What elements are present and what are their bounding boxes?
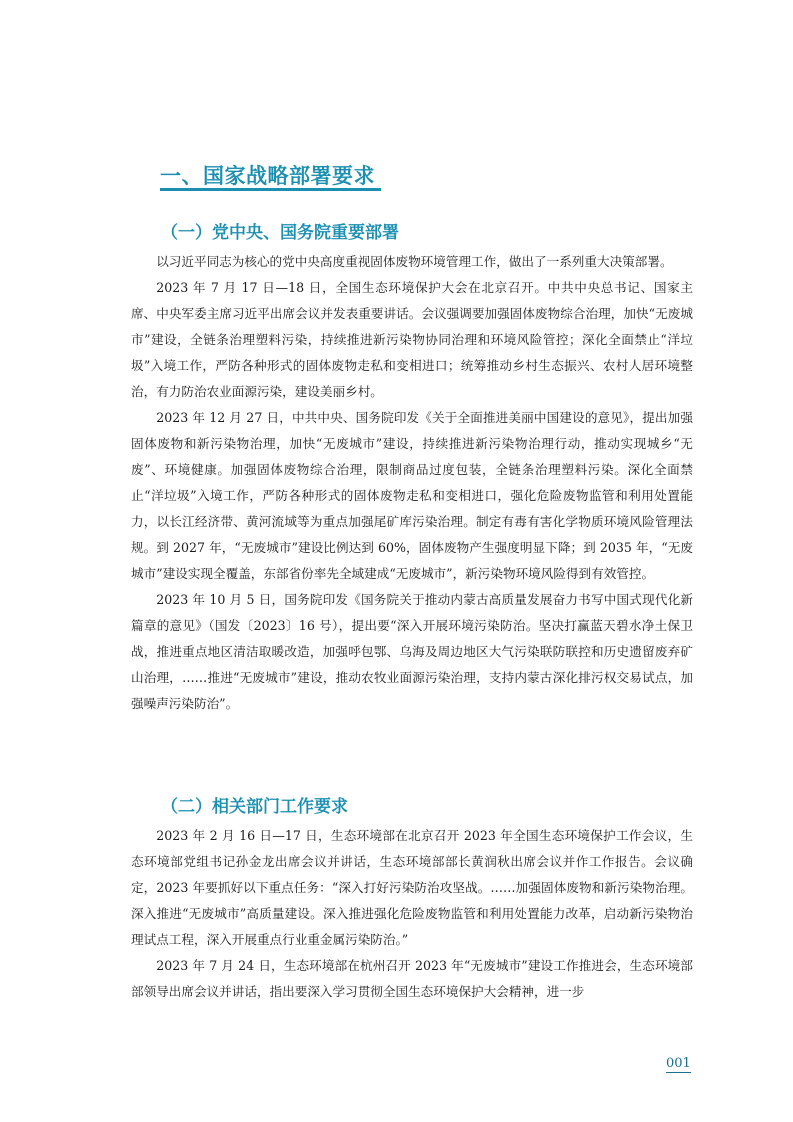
- paragraph: 以习近平同志为核心的党中央高度重视固体废物环境管理工作，做出了一系列重大决策部署。: [156, 254, 673, 269]
- subsection-heading-2: （二）相关部门工作要求: [161, 797, 348, 817]
- section-title-underline: [160, 188, 381, 191]
- paragraph: 2023 年 7 月 24 日，生态环境部在杭州召开 2023 年“无废城市”建设工作推进会，生态环境部部领导出席会议并讲话，指出要深入学习贯彻全国生态环境保护大会精神，进一步: [131, 958, 693, 999]
- paragraph: 2023 年 2 月 16 日—17 日，生态环境部在北京召开 2023 年全国生态环境保护工作会议，生态环境部党组书记孙金龙出席会议并讲话，生态环境部部长黄润秋出席会议并作工作报告。会议确定，2023 年要抓好以下重点任务：“深入打好污染防治攻坚战。……加强固体废物和新污染物治理。深入推进“无废城市”高质量建设。深入推进强化危险废物监管和利用处置能力改革，启动新污染物治理试点工程，深入开展重点行业重金属污染防治。”: [131, 828, 693, 947]
- paragraph: 2023 年 10 月 5 日，国务院印发《国务院关于推动内蒙古高质量发展奋力书写中国式现代化新篇章的意见》（国发〔2023〕16 号），提出要“深入开展环境污染防治。坚决打赢蓝天碧水净土保卫战，推进重点地区清洁取暖改造，加强呼包鄂、乌海及周边地区大气污染联防联控和历史遗留废弃矿山治理，……推进“无废城市”建设，推动农牧业面源污染治理，支持内蒙古深化排污权交易试点，加强噪声污染防治”。: [131, 592, 693, 711]
- subsection-heading-1: （一）党中央、国务院重要部署: [161, 223, 399, 243]
- subsection-1-body: [131, 249, 693, 717]
- section-title: 一、国家战略部署要求: [160, 164, 375, 188]
- paragraph: 2023 年 12 月 27 日，中共中央、国务院印发《关于全面推进美丽中国建设的意见》，提出加强固体废物和新污染物治理，加快“无废城市”建设，持续推进新污染物治理行动，推动实现城乡“无废”、环境健康。加强固体废物综合治理，限制商品过度包装，全链条治理塑料污染。深化全面禁止“洋垃圾”入境工作，严防各种形式的固体废物走私和变相进口，强化危险废物监管和利用处置能力，以长江经济带、黄河流域等为重点加强尾矿库污染治理。制定有毒有害化学物质环境风险管理法规。到 2027 年，“无废城市”建设比例达到 60%，固体废物产生强度明显下降；到 2035 年，“无废城市”建设实现全覆盖，东部省份率先全域建成“无废城市”，新污染物环境风险得到有效管控。: [131, 410, 693, 581]
- subsection-2-body: [131, 823, 693, 1005]
- paragraph: 2023 年 7 月 17 日—18 日，全国生态环境保护大会在北京召开。中共中央总书记、国家主席、中央军委主席习近平出席会议并发表重要讲话。会议强调要加强固体废物综合治理，加快“无废城市”建设，全链条治理塑料污染，持续推进新污染物协同治理和环境风险管控；深化全面禁止“洋垃圾”入境工作，严防各种形式的固体废物走私和变相进口；统筹推动乡村生态振兴、农村人居环境整治，有力防治农业面源污染，建设美丽乡村。: [131, 280, 693, 399]
- page-number: 001: [666, 1056, 691, 1071]
